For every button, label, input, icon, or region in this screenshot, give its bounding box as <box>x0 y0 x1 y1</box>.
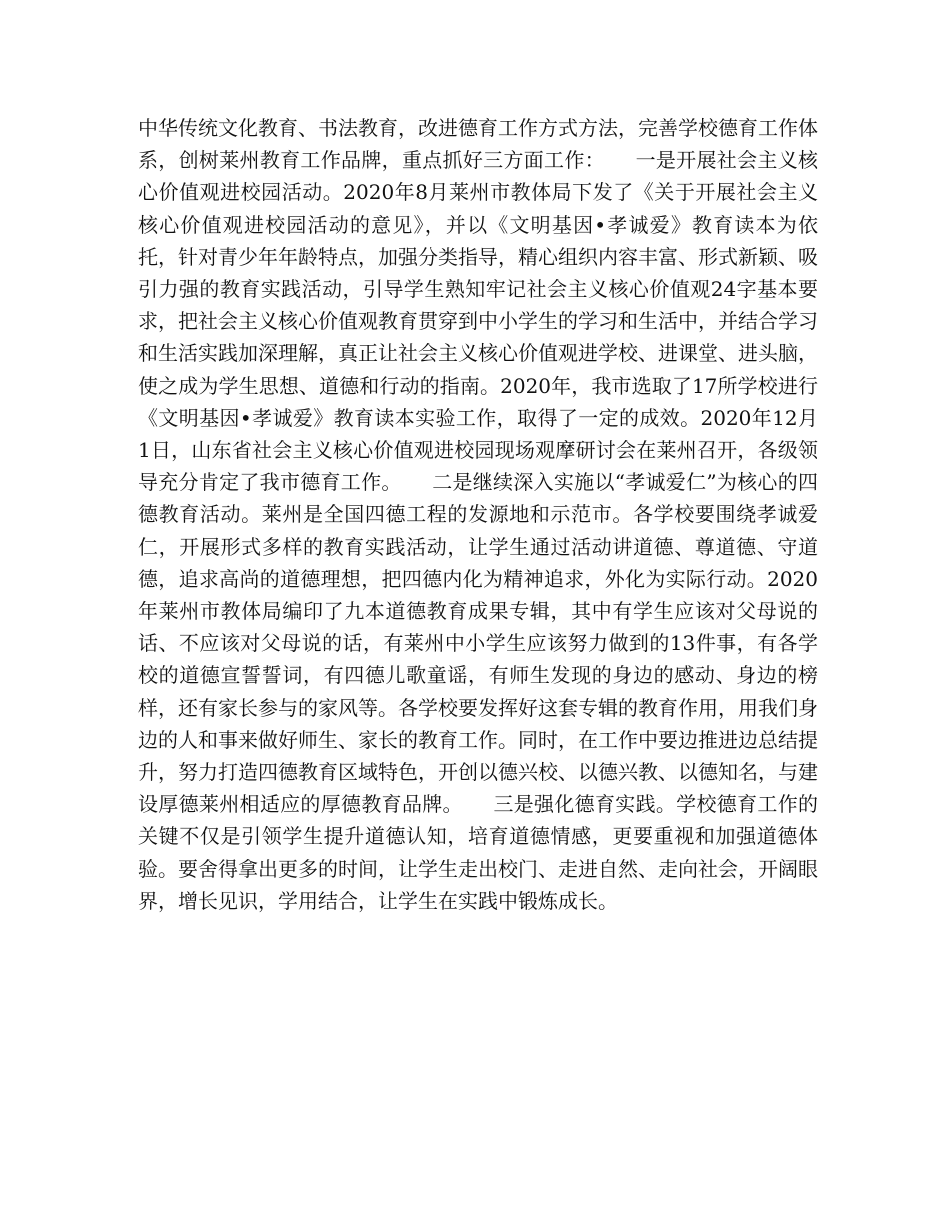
body-paragraph: 中华传统文化教育、书法教育，改进德育工作方式方法，完善学校德育工作体系，创树莱州教育工作品牌，重点抓好三方面工作： 一是开展社会主义核心价值观进校园活动。2020年8月莱州市教体局下发了《关于开展社会主义核心价值观进校园活动的意见》，并以《文明基因•孝诚爱》教育读本为依托，针对青少年年龄特点，加强分类指导，精心组织内容丰富、形式新颖、吸引力强的教育实践活动，引导学生熟知牢记社会主义核心价值观24字基本要求，把社会主义核心价值观教育贯穿到中小学生的学习和生活中，并结合学习和生活实践加深理解，真正让社会主义核心价值观进学校、进课堂、进头脑，使之成为学生思想、道德和行动的指南。2020年，我市选取了17所学校进行《文明基因•孝诚爱》教育读本实验工作，取得了一定的成效。2020年12月1日，山东省社会主义核心价值观进校园现场观摩研讨会在莱州召开，各级领导充分肯定了我市德育工作。 二是继续深入实施以“孝诚爱仁”为核心的四德教育活动。莱州是全国四德工程的发源地和示范市。各学校要围绕孝诚爱仁，开展形式多样的教育实践活动，让学生通过活动讲道德、尊道德、守道德，追求高尚的道德理想，把四德内化为精神追求，外化为实际行动。2020年莱州市教体局编印了九本道德教育成果专辑，其中有学生应该对父母说的话、不应该对父母说的话，有莱州中小学生应该努力做到的13件事，有各学校的道德宣誓誓词，有四德儿歌童谣，有师生发现的身边的感动、身边的榜样，还有家长参与的家风等。各学校要发挥好这套专辑的教育作用，用我们身边的人和事来做好师生、家长的教育工作。同时，在工作中要边推进边总结提升，努力打造四德教育区域特色，开创以德兴校、以德兴教、以德知名，与建设厚德莱州相适应的厚德教育品牌。 三是强化德育实践。学校德育工作的关键不仅是引领学生提升道德认知，培育道德情感，更要重视和加强道德体验。要舍得拿出更多的时间，让学生走出校门、走进自然、走向社会，开阔眼界，增长见识，学用结合，让学生在实践中锻炼成长。 <box>138 116 818 913</box>
